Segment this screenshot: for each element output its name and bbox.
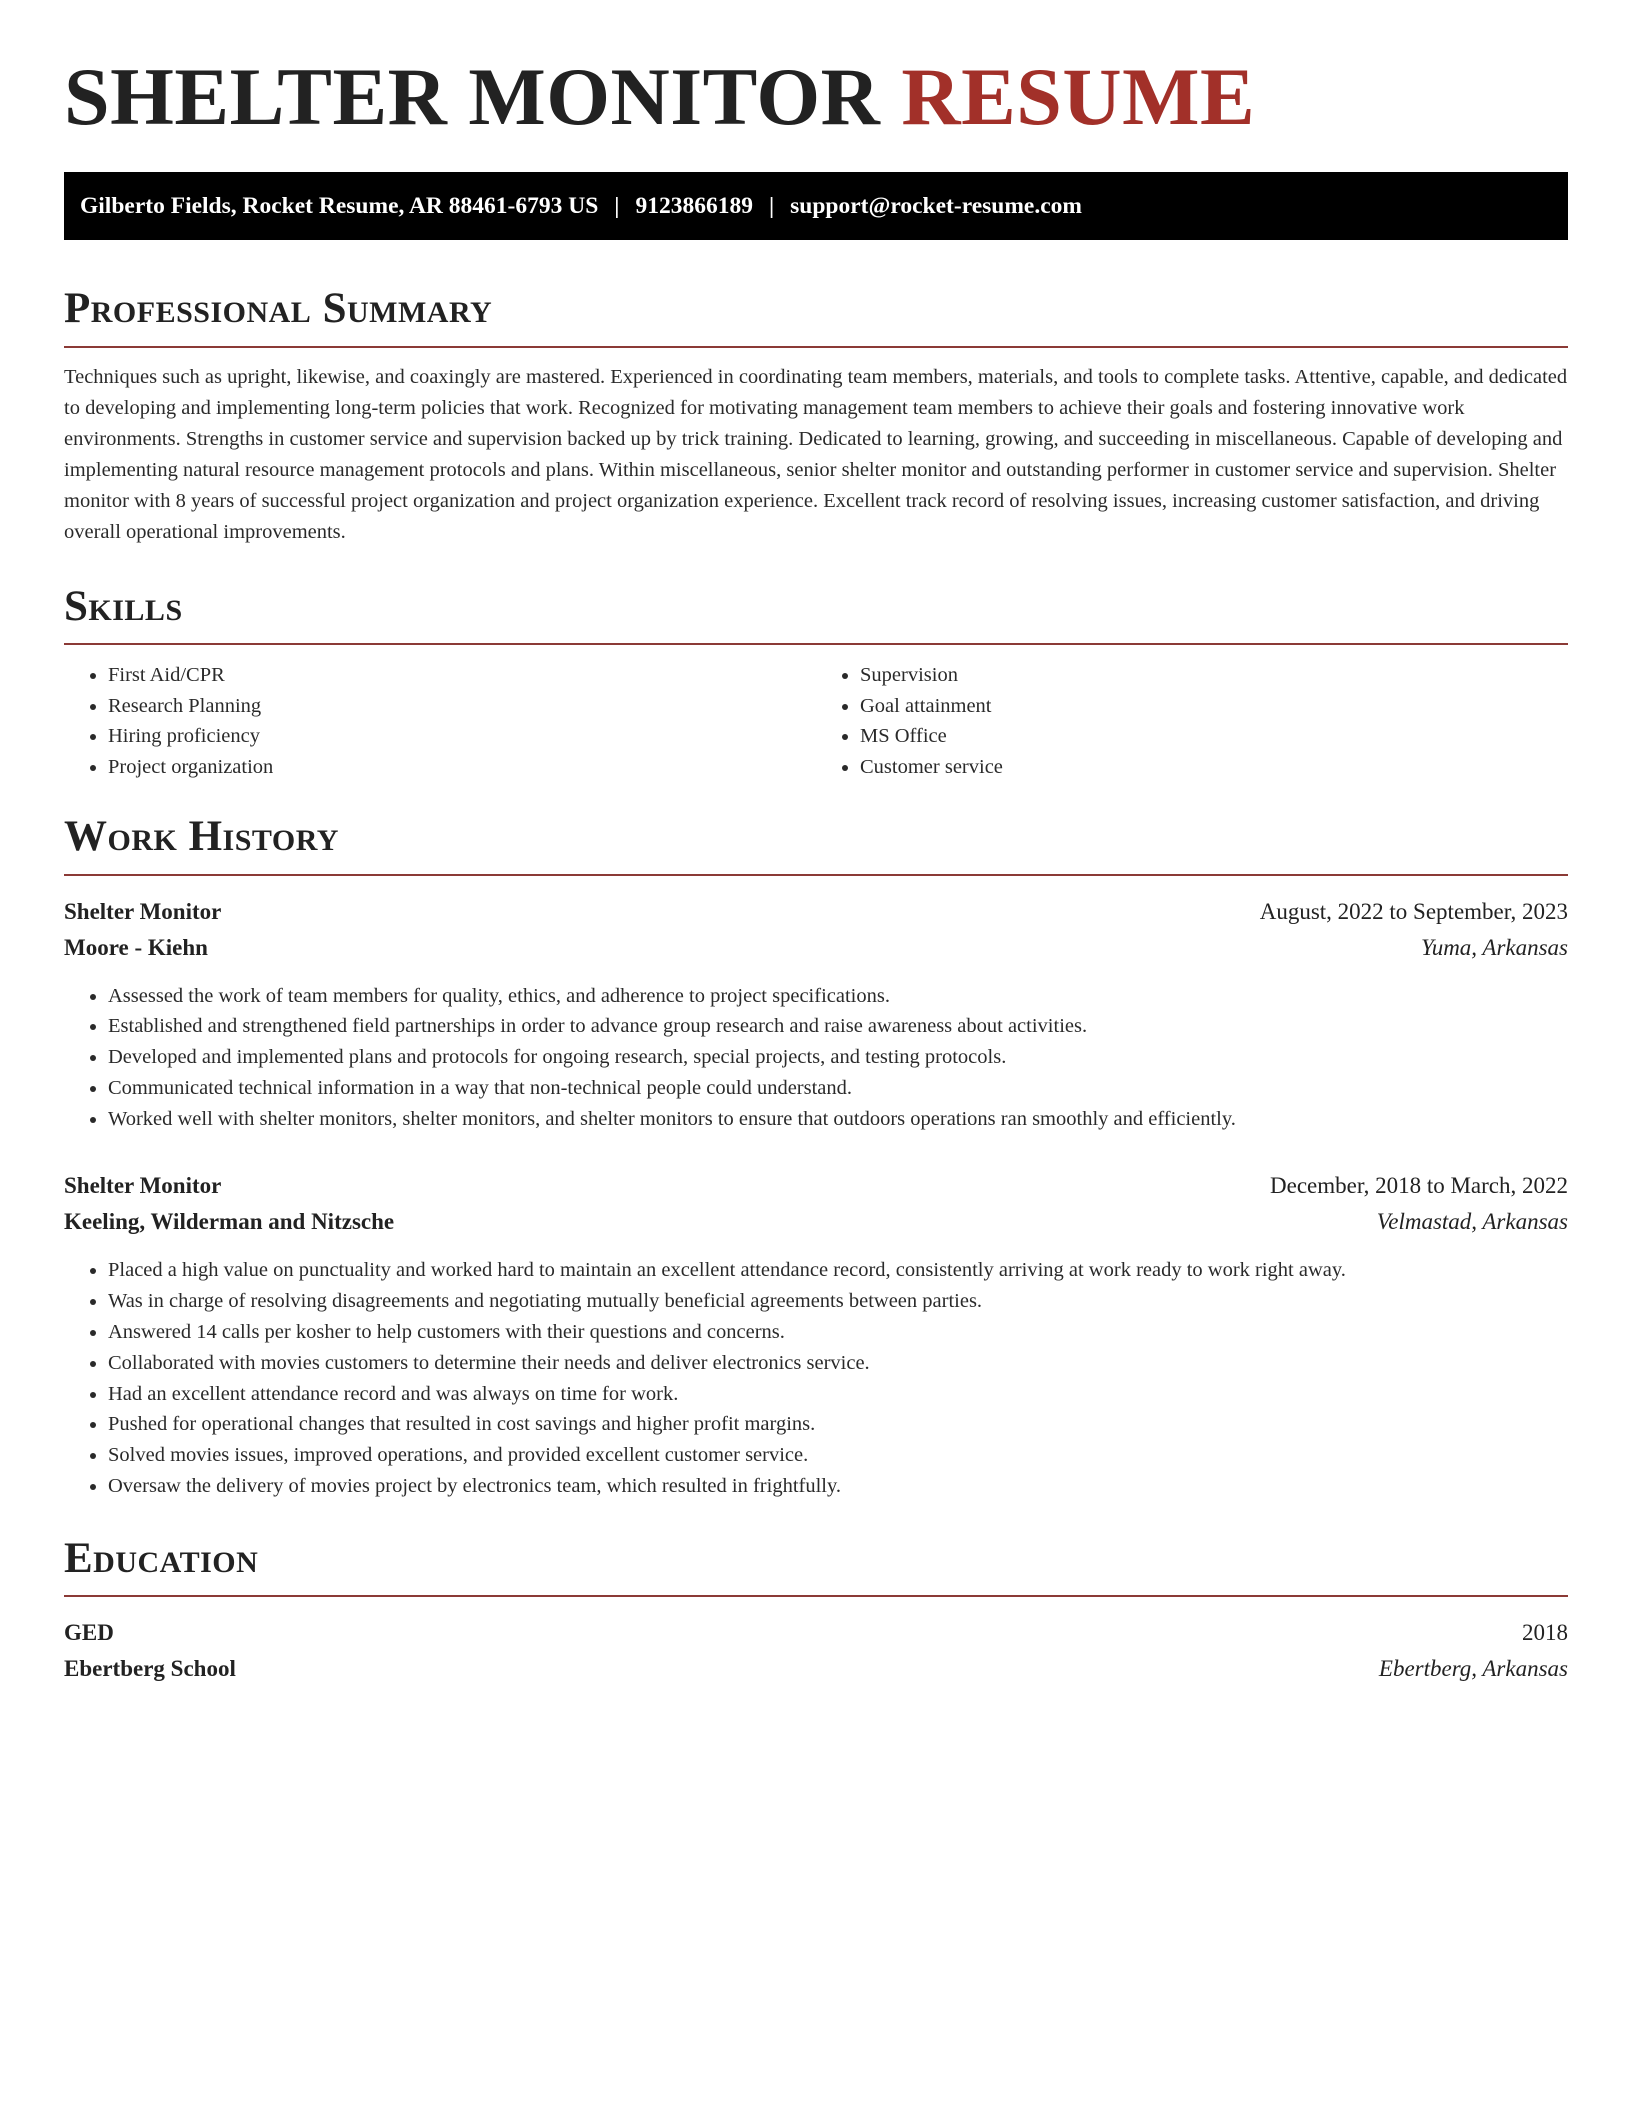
- skill-item: • Project organization: [108, 752, 816, 783]
- title-main: SHELTER MONITOR: [64, 51, 881, 142]
- skills-columns: [64, 660, 1568, 782]
- job-title-row: [64, 894, 1568, 930]
- job-location: Yuma, Arkansas: [1421, 934, 1568, 960]
- work-history-section: [64, 812, 1568, 1502]
- work-history-heading: Work History: [64, 812, 1568, 875]
- job-title-row: [64, 1168, 1568, 1204]
- skill-item: • Supervision: [860, 660, 1568, 691]
- contact-separator: |: [614, 192, 620, 219]
- contact-phone: 9123866189: [635, 192, 753, 219]
- resume-title: [64, 52, 1568, 142]
- skills-list-left: [64, 660, 816, 782]
- job-bullet: • Oversaw the delivery of movies project by electronics team, which resulted in frightfully.: [108, 1471, 1568, 1502]
- job-bullets: [64, 1255, 1568, 1501]
- job-bullet: • Communicated technical information in a way that non-technical people could understand.: [108, 1073, 1568, 1104]
- education-location: Ebertberg, Arkansas: [1378, 1656, 1568, 1682]
- education-year: 2018: [1522, 1620, 1568, 1646]
- skill-item: • Goal attainment: [860, 691, 1568, 722]
- title-accent: RESUME: [901, 51, 1256, 142]
- job-dates: August, 2022 to September, 2023: [1259, 898, 1568, 924]
- education-school-row: [64, 1651, 1568, 1687]
- job-company: Keeling, Wilderman and Nitzsche: [64, 1209, 395, 1235]
- contact-bar: [64, 172, 1568, 240]
- contact-separator: |: [768, 192, 775, 219]
- job-company: Moore - Kiehn: [64, 934, 208, 960]
- job-bullet: • Solved movies issues, improved operations, and provided excellent customer service.: [108, 1440, 1568, 1471]
- job-entry: [64, 1168, 1568, 1501]
- job-bullet: • Collaborated with movies customers to determine their needs and deliver electronics service.: [108, 1348, 1568, 1379]
- education-degree: GED: [64, 1620, 114, 1646]
- job-dates: December, 2018 to March, 2022: [1270, 1173, 1568, 1199]
- contact-email: support@rocket-resume.com: [790, 192, 1082, 219]
- job-entry: [64, 894, 1568, 1135]
- skills-heading: Skills: [64, 582, 1568, 645]
- job-title: Shelter Monitor: [64, 1173, 222, 1199]
- job-bullet: • Worked well with shelter monitors, shelter monitors, and shelter monitors to ensure that outdoors operations ran smoothly and efficiently.: [108, 1104, 1568, 1135]
- education-entry: [64, 1615, 1568, 1687]
- job-bullet: • Placed a high value on punctuality and worked hard to maintain an excellent attendance record, consistently arriving at work ready to work right away.: [108, 1255, 1568, 1286]
- education-heading: Education: [64, 1534, 1568, 1597]
- education-section: [64, 1534, 1568, 1687]
- education-school: Ebertberg School: [64, 1656, 236, 1682]
- education-degree-row: [64, 1615, 1568, 1651]
- summary-text: Techniques such as upright, likewise, and coaxingly are mastered. Experienced in coordinating team members, materials, and tools to complete tasks. Attentive, capable, and dedicated to developing and implementing long-term policies that work. Recognized for motivating management team members to achieve their goals and fostering innovative work environments. Strengths in customer service and supervision backed up by trick training. Dedicated to learning, growing, and succeeding in miscellaneous. Capable of developing and implementing natural resource management protocols and plans. Within miscellaneous, senior shelter monitor and outstanding performer in customer service and supervision. Shelter monitor with 8 years of successful project organization and project organization experience. Excellent track record of resolving issues, increasing customer satisfaction, and driving overall operational improvements.: [64, 365, 1568, 543]
- skill-item: • First Aid/CPR: [108, 660, 816, 691]
- job-company-row: [64, 1204, 1568, 1240]
- skill-item: • MS Office: [860, 721, 1568, 752]
- job-bullet: • Established and strengthened field partnerships in order to advance group research and raise awareness about activities.: [108, 1011, 1568, 1042]
- job-bullet: • Had an excellent attendance record and was always on time for work.: [108, 1379, 1568, 1410]
- job-bullets: [64, 981, 1568, 1135]
- job-location: Velmastad, Arkansas: [1376, 1209, 1568, 1235]
- summary-section: [64, 284, 1568, 547]
- job-bullet: • Answered 14 calls per kosher to help customers with their questions and concerns.: [108, 1317, 1568, 1348]
- contact-address: Gilberto Fields, Rocket Resume, AR 88461-6793 US: [80, 192, 599, 219]
- job-bullet: • Was in charge of resolving disagreements and negotiating mutually beneficial agreements between parties.: [108, 1286, 1568, 1317]
- job-bullet: • Pushed for operational changes that resulted in cost savings and higher profit margins.: [108, 1409, 1568, 1440]
- skill-item: • Hiring proficiency: [108, 721, 816, 752]
- job-title: Shelter Monitor: [64, 898, 222, 924]
- skills-list-right: [816, 660, 1568, 782]
- job-bullet: • Assessed the work of team members for quality, ethics, and adherence to project specifications.: [108, 981, 1568, 1012]
- summary-heading: Professional Summary: [64, 284, 1568, 347]
- skills-section: [64, 582, 1568, 782]
- job-company-row: [64, 930, 1568, 966]
- skill-item: • Customer service: [860, 752, 1568, 783]
- skill-item: • Research Planning: [108, 691, 816, 722]
- job-bullet: • Developed and implemented plans and protocols for ongoing research, special projects, and testing protocols.: [108, 1042, 1568, 1073]
